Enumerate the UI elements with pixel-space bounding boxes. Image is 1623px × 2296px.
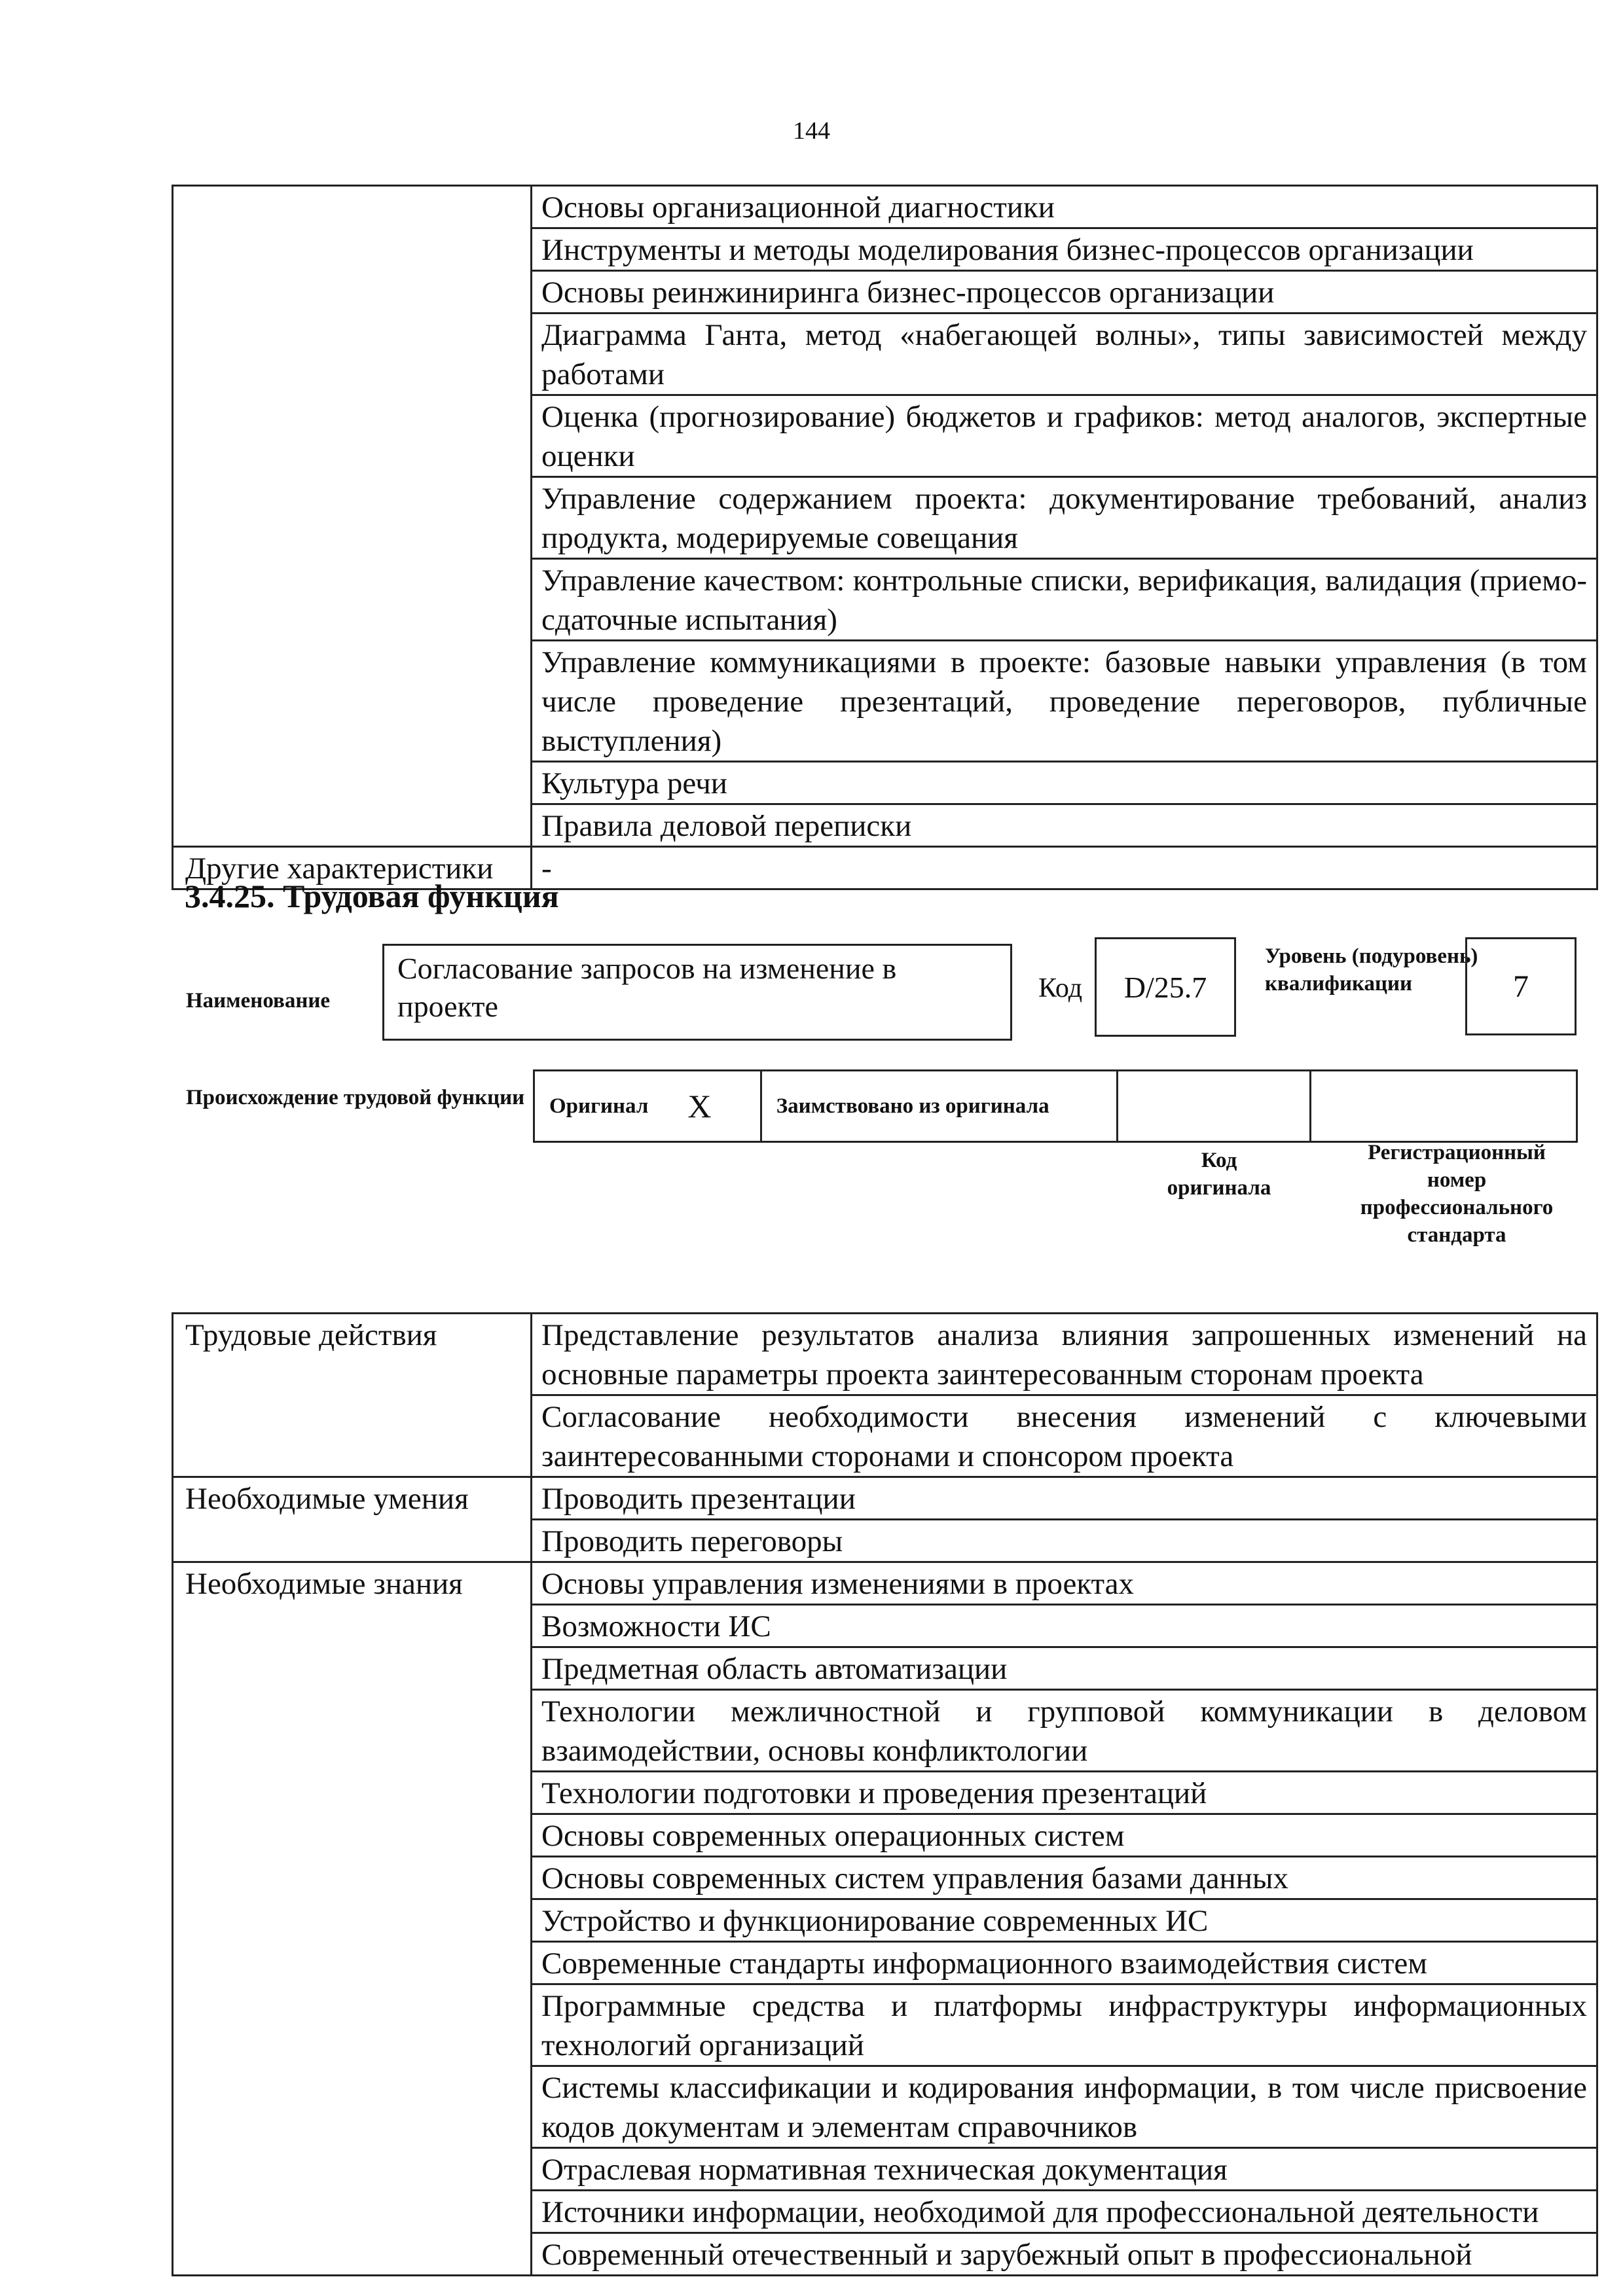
function-name-field: Согласование запросов на изменение в проекте	[382, 944, 1012, 1041]
table-cell: Современный отечественный и зарубежный опыт в профессиональной	[532, 2233, 1597, 2276]
section-title: 3.4.25. Трудовая функция	[185, 878, 559, 914]
origin-row	[533, 1069, 1578, 1143]
previous-knowledge-table	[172, 185, 1598, 890]
table-cell: Устройство и функционирование современных ИС	[532, 1899, 1597, 1942]
code-label: Код	[1038, 973, 1083, 1003]
table-row	[173, 1477, 1597, 1520]
table-cell: Представление результатов анализа влияния запрошенных изменений на основные параметры проекта заинтересованным сторонам проекта	[532, 1314, 1597, 1395]
labor-function-table	[172, 1312, 1598, 2276]
registration-number-cell	[1311, 1071, 1576, 1141]
table-cell: Отраслевая нормативная техническая документация	[532, 2148, 1597, 2191]
table-row	[173, 1314, 1597, 1395]
original-code-cell	[1118, 1071, 1311, 1141]
table-cell: Основы реинжиниринга бизнес-процессов организации	[532, 271, 1597, 314]
required-knowledge-label: Необходимые знания	[173, 1562, 532, 2276]
origin-label: Происхождение трудовой функции	[186, 1086, 525, 1109]
table-cell: Основы современных операционных систем	[532, 1814, 1597, 1857]
table-cell: Правила деловой переписки	[532, 804, 1597, 847]
table-cell: Проводить презентации	[532, 1477, 1597, 1520]
table-cell: Современные стандарты информационного взаимодействия систем	[532, 1942, 1597, 1984]
page-number: 144	[793, 117, 830, 145]
original-mark: X	[687, 1088, 712, 1124]
table-cell: Технологии межличностной и групповой коммуникации в деловом взаимодействии, основы конфликтологии	[532, 1690, 1597, 1772]
table-cell: Возможности ИС	[532, 1605, 1597, 1647]
labor-actions-label: Трудовые действия	[173, 1314, 532, 1477]
original-code-caption: Код оригинала	[1167, 1149, 1271, 1200]
table-cell: Технологии подготовки и проведения презентаций	[532, 1772, 1597, 1814]
table-cell: Управление содержанием проекта: документирование требований, анализ продукта, модерируемые совещания	[532, 477, 1597, 559]
table-cell: Предметная область автоматизации	[532, 1647, 1597, 1690]
table-cell: Источники информации, необходимой для профессиональной деятельности	[532, 2191, 1597, 2233]
table-row	[173, 186, 1597, 228]
table-cell: Диаграмма Ганта, метод «набегающей волны», типы зависимостей между работами	[532, 314, 1597, 395]
other-characteristics-label: Другие характеристики	[173, 847, 532, 889]
qualification-level-label: Уровень (подуровень) квалификации	[1265, 944, 1478, 996]
table-cell: Управление коммуникациями в проекте: базовые навыки управления (в том числе проведение презентаций, проведение переговоров, публичные выступления)	[532, 641, 1597, 762]
registration-number-caption: Регистрационный номер профессионального стандарта	[1360, 1141, 1554, 1247]
table-cell: Основы управления изменениями в проектах	[532, 1562, 1597, 1605]
other-characteristics-value: -	[532, 847, 1597, 889]
name-label: Наименование	[186, 989, 330, 1013]
borrowed-cell: Заимствовано из оригинала	[762, 1071, 1118, 1141]
original-cell	[535, 1071, 762, 1141]
table-cell: Оценка (прогнозирование) бюджетов и графиков: метод аналогов, экспертные оценки	[532, 395, 1597, 477]
table-cell: Инструменты и методы моделирования бизнес-процессов организации	[532, 228, 1597, 271]
table-cell: Культура речи	[532, 762, 1597, 804]
table-cell: Основы современных систем управления базами данных	[532, 1857, 1597, 1899]
table-cell: Системы классификации и кодирования информации, в том числе присвоение кодов документам и элементам справочников	[532, 2066, 1597, 2148]
qualification-level-field: 7	[1465, 937, 1577, 1035]
table-cell: Проводить переговоры	[532, 1520, 1597, 1562]
required-skills-label: Необходимые умения	[173, 1477, 532, 1562]
original-label: Оригинал	[549, 1094, 649, 1118]
table-cell: Согласование необходимости внесения изменений с ключевыми заинтересованными сторонами и спонсором проекта	[532, 1395, 1597, 1477]
table-cell: Управление качеством: контрольные списки, верификация, валидация (приемо-сдаточные испытания)	[532, 559, 1597, 641]
table-cell: Программные средства и платформы инфраструктуры информационных технологий организаций	[532, 1984, 1597, 2066]
row-group-label	[173, 186, 532, 847]
table-cell: Основы организационной диагностики	[532, 186, 1597, 228]
table-row	[173, 1562, 1597, 1605]
function-code-field: D/25.7	[1095, 937, 1236, 1037]
